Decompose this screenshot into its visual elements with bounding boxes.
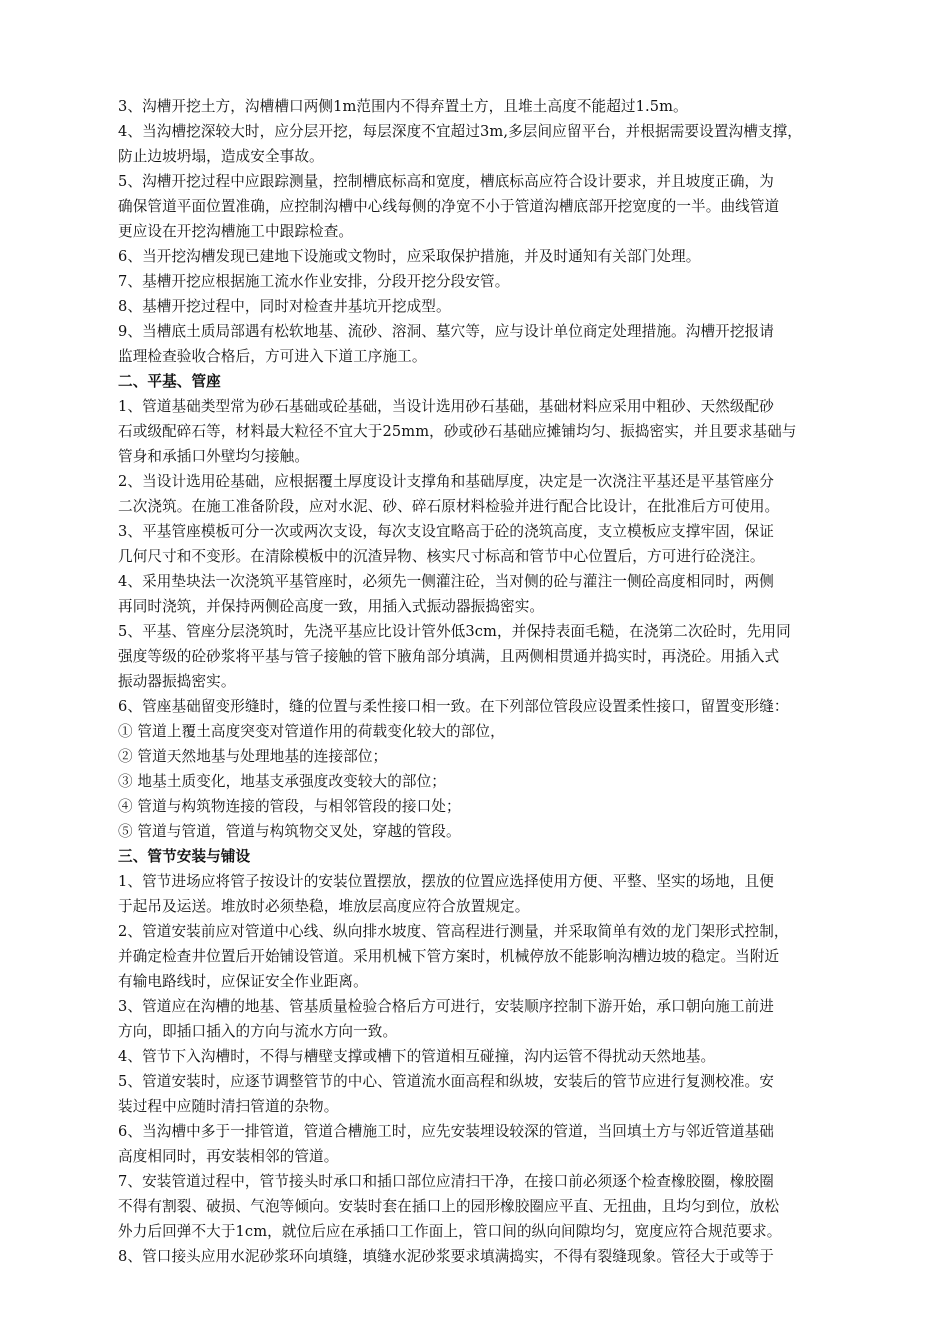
- text-line: 确保管道平面位置准确，应控制沟槽中心线每侧的净宽不小于管道沟槽底部开挖宽度的一半。曲线管道: [118, 198, 780, 215]
- text-line: 防止边坡坍塌，造成安全事故。: [118, 148, 324, 165]
- text-line: 石或级配碎石等，材料最大粒径不宜大于25mm，砂或砂石基础应摊铺均匀、振捣密实，并且要求基础与: [118, 423, 797, 440]
- text-line: 于起吊及运送。堆放时必须垫稳，堆放层高度应符合放置规定。: [118, 898, 530, 915]
- list-item: ④ 管道与构筑物连接的管段，与相邻管段的接口处；: [118, 798, 461, 815]
- text-line: 8、管口接头应用水泥砂浆环向填缝，填缝水泥砂浆要求填满捣实，不得有裂缝现象。管径大于或等于: [118, 1248, 774, 1265]
- text-line: 4、采用垫块法一次浇筑平基管座时，必须先一侧灌注砼，当对侧的砼与灌注一侧砼高度相同时，两侧: [118, 573, 774, 590]
- text-line: 高度相同时，再安装相邻的管道。: [118, 1148, 339, 1165]
- text-line: 二次浇筑。在施工准备阶段，应对水泥、砂、碎石原材料检验并进行配合比设计，在批准后方可使用。: [118, 498, 780, 515]
- text-line: 6、当沟槽中多于一排管道，管道合槽施工时，应先安装埋设较深的管道，当回填土方与邻近管道基础: [118, 1123, 774, 1140]
- text-line: 3、平基管座模板可分一次或两次支设，每次支设宜略高于砼的浇筑高度，支立模板应支撑牢固，保证: [118, 523, 774, 540]
- text-line: 9、当槽底土质局部遇有松软地基、流砂、溶洞、墓穴等，应与设计单位商定处理措施。沟槽开挖报请: [118, 323, 774, 340]
- text-line: 5、管道安装时，应逐节调整管节的中心、管道流水面高程和纵坡，安装后的管节应进行复测校准。安: [118, 1073, 774, 1090]
- text-line: 强度等级的砼砂浆将平基与管子接触的管下腋角部分填满，且两侧相贯通并捣实时，再浇砼。用插入式: [118, 648, 780, 665]
- text-line: 有输电路线时，应保证安全作业距离。: [118, 973, 368, 990]
- text-line: 几何尺寸和不变形。在清除模板中的沉渣异物、核实尺寸标高和管节中心位置后，方可进行砼浇注。: [118, 548, 765, 565]
- text-line: 4、当沟槽挖深较大时，应分层开挖，每层深度不宜超过3m,多层间应留平台，并根据需要设置沟槽支撑，: [118, 123, 802, 140]
- text-line: 2、当设计选用砼基础，应根据覆土厚度设计支撑角和基础厚度，决定是一次浇注平基还是平基管座分: [118, 473, 774, 490]
- text-line: 5、平基、管座分层浇筑时，先浇平基应比设计管外低3cm，并保持表面毛糙，在浇第二次砼时，先用同: [118, 623, 791, 640]
- text-line: 1、管道基础类型常为砂石基础或砼基础，当设计选用砂石基础，基础材料应采用中粗砂、天然级配砂: [118, 398, 774, 415]
- text-line: 4、管节下入沟槽时，不得与槽壁支撑或槽下的管道相互碰撞，沟内运管不得扰动天然地基。: [118, 1048, 716, 1065]
- text-line: 振动器振捣密实。: [118, 673, 236, 690]
- text-line: 不得有割裂、破损、气泡等倾向。安装时套在插口上的园形橡胶圈应平直、无扭曲，且均匀到位，放松: [118, 1198, 780, 1215]
- text-line: 管身和承插口外壁均匀接触。: [118, 448, 310, 465]
- text-line: 1、管节进场应将管子按设计的安装位置摆放，摆放的位置应选择使用方便、平整、坚实的场地，且便: [118, 873, 774, 890]
- text-line: 7、基槽开挖应根据施工流水作业安排，分段开挖分段安管。: [118, 273, 510, 290]
- text-line: 更应设在开挖沟槽施工中跟踪检查。: [118, 223, 354, 240]
- text-line: 监理检查验收合格后，方可进入下道工序施工。: [118, 348, 427, 365]
- list-item: ③ 地基土质变化，地基支承强度改变较大的部位；: [118, 773, 447, 790]
- text-line: 2、管道安装前应对管道中心线、纵向排水坡度、管高程进行测量，并采取简单有效的龙门架形式控制，: [118, 923, 789, 940]
- list-item: ② 管道天然地基与处理地基的连接部位；: [118, 748, 388, 765]
- text-line: 外力后回弹不大于1cm，就位后应在承插口工作面上，管口间的纵向间隙均匀，宽度应符合规范要求。: [118, 1223, 782, 1240]
- text-line: 6、管座基础留变形缝时，缝的位置与柔性接口相一致。在下列部位管段应设置柔性接口，留置变形缝：: [118, 698, 789, 715]
- text-line: 再同时浇筑，并保持两侧砼高度一致，用插入式振动器振捣密实。: [118, 598, 545, 615]
- text-line: 8、基槽开挖过程中，同时对检查井基坑开挖成型。: [118, 298, 451, 315]
- text-line: 方向，即插口插入的方向与流水方向一致。: [118, 1023, 398, 1040]
- list-item: ⑤ 管道与管道，管道与构筑物交叉处，穿越的管段。: [118, 823, 461, 840]
- list-item: ① 管道上覆土高度突变对管道作用的荷载变化较大的部位，: [118, 723, 505, 740]
- section-heading: 二、平基、管座: [118, 373, 221, 390]
- text-line: 3、管道应在沟槽的地基、管基质量检验合格后方可进行，安装顺序控制下游开始，承口朝向施工前进: [118, 998, 774, 1015]
- text-line: 7、安装管道过程中，管节接头时承口和插口部位应清扫干净，在接口前必须逐个检查橡胶圈，橡胶圈: [118, 1173, 774, 1190]
- section-heading: 三、管节安装与铺设: [118, 848, 251, 865]
- text-line: 装过程中应随时清扫管道的杂物。: [118, 1098, 339, 1115]
- text-line: 并确定检查井位置后开始铺设管道。采用机械下管方案时，机械停放不能影响沟槽边坡的稳定。当附近: [118, 948, 780, 965]
- text-line: 5、沟槽开挖过程中应跟踪测量，控制槽底标高和宽度，槽底标高应符合设计要求，并且坡度正确，为: [118, 173, 774, 190]
- text-line: 3、沟槽开挖土方，沟槽槽口两侧1m范围内不得弃置土方，且堆土高度不能超过1.5m。: [118, 98, 688, 115]
- text-line: 6、当开挖沟槽发现已建地下设施或文物时，应采取保护措施，并及时通知有关部门处理。: [118, 248, 701, 265]
